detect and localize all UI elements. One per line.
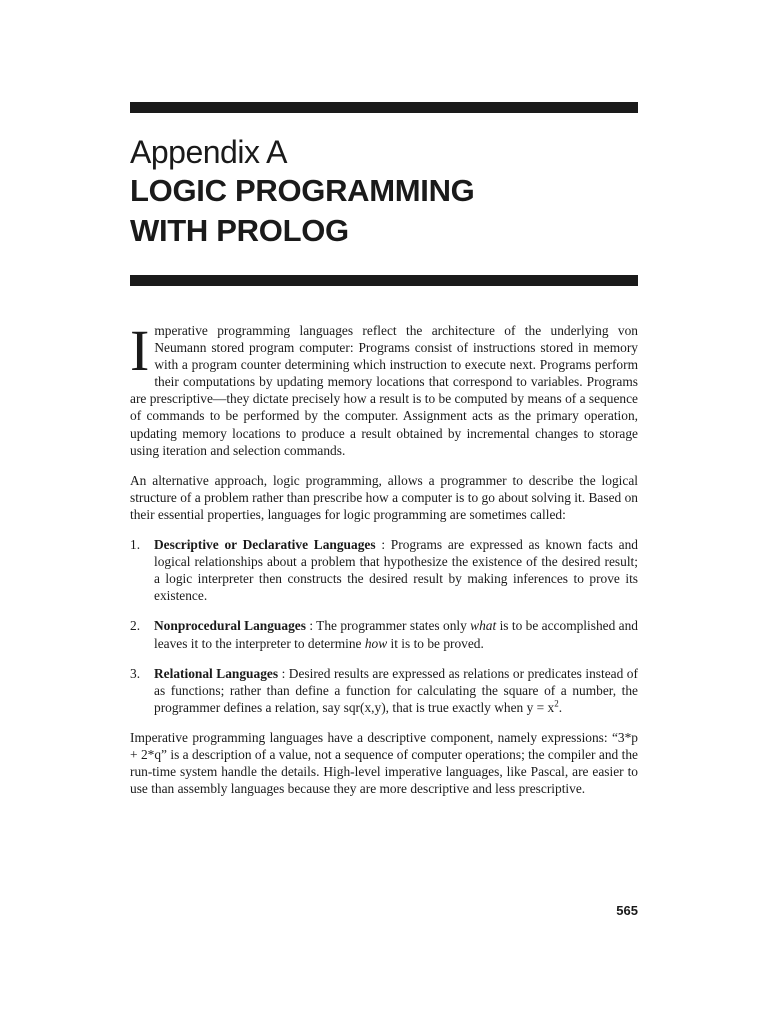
chapter-title-line1: LOGIC PROGRAMMING (130, 173, 475, 208)
list-item (130, 665, 638, 716)
list-item (130, 536, 638, 604)
bottom-rule (130, 275, 638, 286)
list-text (154, 617, 638, 651)
top-rule (130, 102, 638, 113)
emphasis-how: how (364, 635, 388, 651)
chapter-heading (130, 133, 638, 251)
list-text (154, 665, 638, 716)
list-description-b: is to be accomplished and leaves it to the interpreter to determine (154, 618, 638, 651)
list-term: Relational Languages (154, 665, 279, 681)
list-number: 1. (130, 537, 141, 553)
list-number: 2. (130, 618, 141, 634)
list-description-c: it is to be proved. (387, 635, 484, 651)
list-term: Descriptive or Declarative Languages (154, 537, 376, 553)
paragraph-alternative: An alternative approach, logic programming, allows a programmer to describe the logical structure of a problem rather than prescribe how a computer is to go about solving it. Based on their essential properties, languages for logic programming are sometimes called: (130, 472, 638, 522)
list-text (154, 536, 638, 604)
list-description-a: : The programmer states only (309, 618, 471, 634)
drop-cap: I (130, 318, 150, 383)
paragraph-imperative: Imperative programming languages have a descriptive component, namely expressions: “3*p + 2*q” is a description of a value, not a sequence of computer operations; the compiler and the run-time system handle the details. High-level imperative languages, like Pascal, are easier to use than assembly languages because they are more descriptive and less prescriptive. (130, 729, 638, 797)
paragraph-intro (130, 318, 638, 459)
list-description: : Desired results are expressed as relations or predicates instead of as functions; rather than define a function for calculating the square of a number, the programmer defines a relation, say sqr(x,y), that is true exactly when y = x (154, 665, 638, 715)
list-number: 3. (130, 665, 141, 681)
emphasis-what: what (470, 618, 497, 634)
paragraph-intro-text: mperative programming languages reflect the architecture of the underlying von Neumann stored program computer: Programs consist of instructions stored in memory with a program counter determining which instruction to execute next. Programs perform their computations by updating memory locations that correspond to variables. Programs are prescriptive—they dictate precisely how a result is to be computed by means of a sequence of commands to be performed by the computer. Assignment acts as the primary operation, updating memory locations to produce a result obtained by incremental changes to storage using iteration and selection commands. (130, 323, 638, 458)
body-text (130, 318, 638, 810)
language-kinds-list (130, 536, 638, 716)
list-item (130, 617, 638, 651)
list-term: Nonprocedural Languages (154, 618, 306, 634)
appendix-label: Appendix A (130, 134, 287, 170)
chapter-title-line2: WITH PROLOG (130, 213, 349, 248)
list-description: : Programs are expressed as known facts and logical relationships about a problem that hypothesize the existence of the desired result; a logic interpreter then constructs the desired result by making inferences to prove its existence. (154, 537, 638, 604)
list-description-tail: . (558, 699, 563, 715)
superscript: 2 (554, 698, 559, 709)
page-number: 565 (616, 903, 638, 918)
